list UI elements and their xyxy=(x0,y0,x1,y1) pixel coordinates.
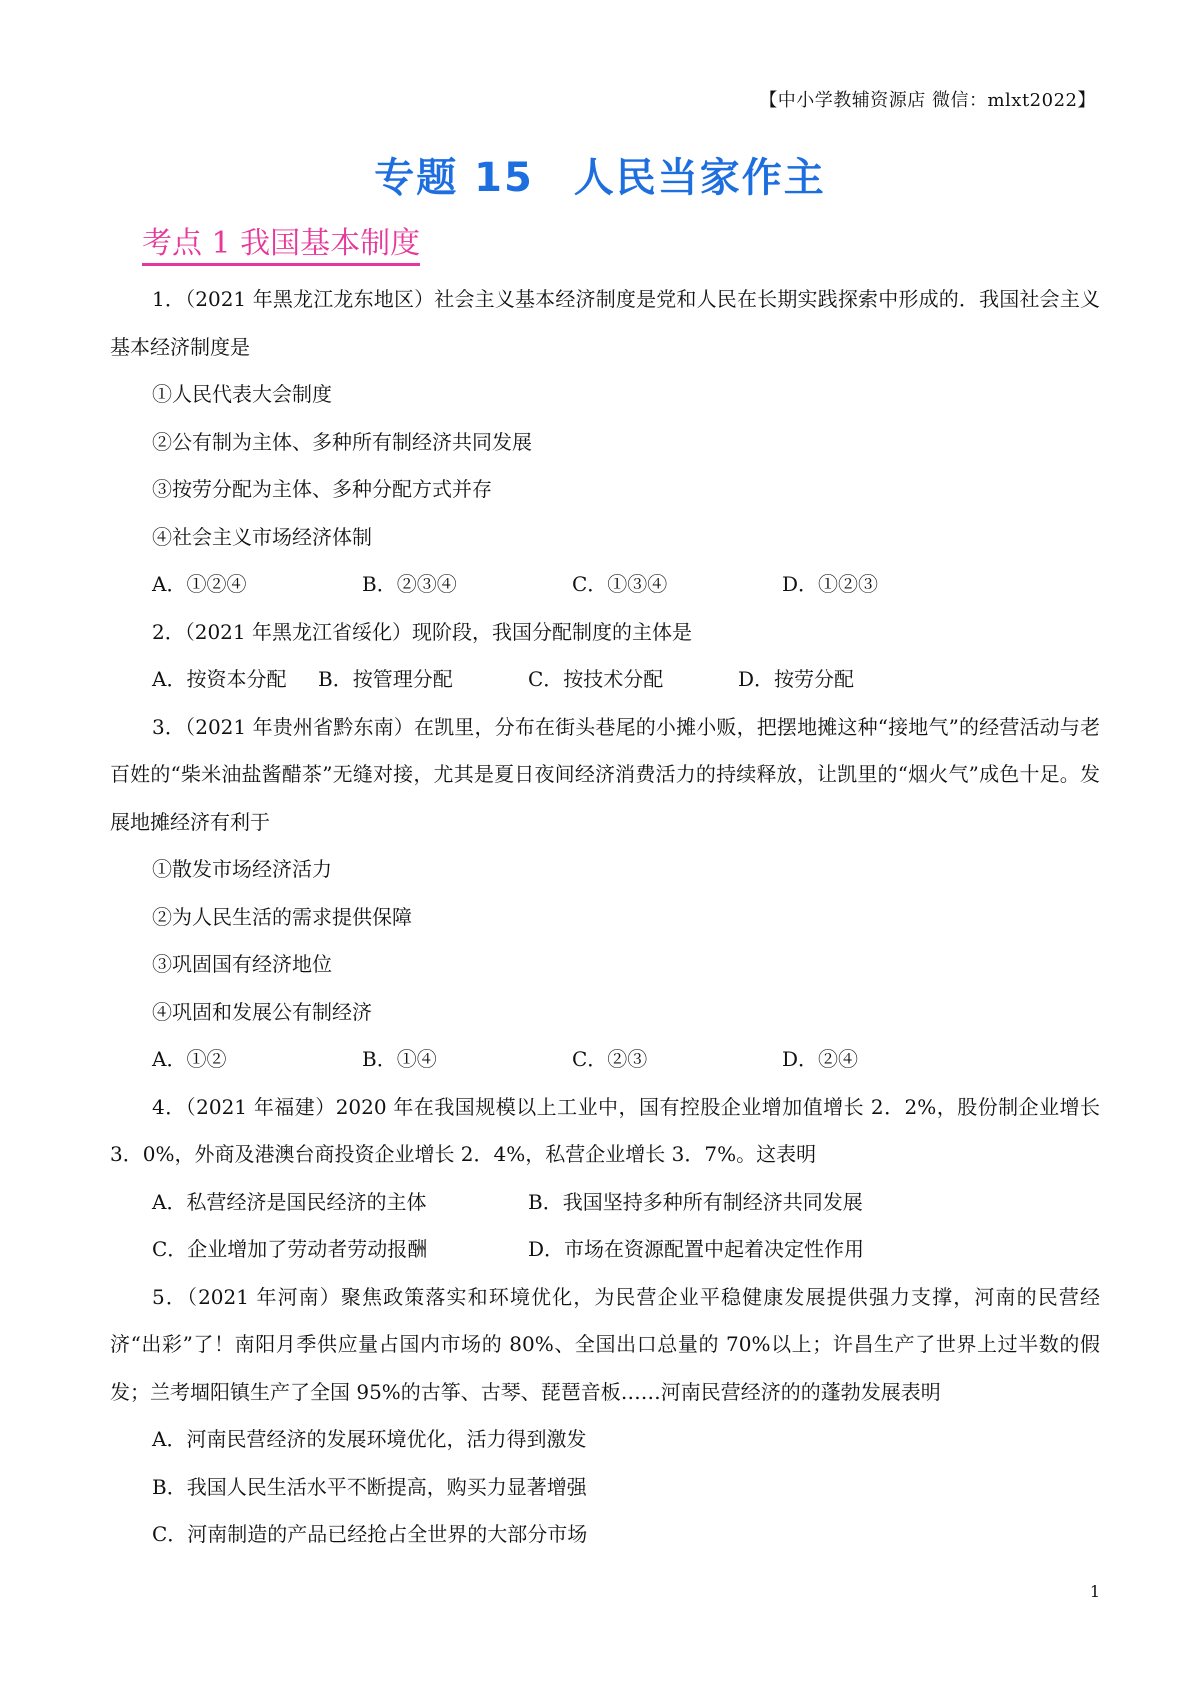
answer-options xyxy=(110,656,1100,704)
question-stem: 5．（2021 年河南）聚焦政策落实和环境优化，为民营企业平稳健康发展提供强力支撑，河南的民营经济“出彩”了！南阳月季供应量占国内市场的 80%、全国出口总量的 70%以上；许昌生产了世界上过半数的假发；兰考堌阳镇生产了全国 95%的古筝、古琴、琵琶音板……河南民营经济的的蓬勃发展表明 xyxy=(110,1284,1100,1404)
option-c: C．①③④ xyxy=(572,572,668,596)
statement-item: ②为人民生活的需求提供保障 xyxy=(152,904,412,929)
header-note: 【中小学教辅资源店 微信：mlxt2022】 xyxy=(759,90,1096,111)
page-number: 1 xyxy=(1089,1582,1100,1601)
question-stem: 3．（2021 年贵州省黔东南）在凯里，分布在街头巷尾的小摊小贩，把摆地摊这种“接地气”的经营活动与老百姓的“柴米油盐酱醋茶”无缝对接，尤其是夏日夜间经济消费活力的持续释放，让凯里的“烟火气”成色十足。发展地摊经济有利于 xyxy=(110,714,1100,834)
statement-item: ③按劳分配为主体、多种分配方式并存 xyxy=(152,477,492,501)
statement-item: ③巩固国有经济地位 xyxy=(152,952,332,976)
answer-options xyxy=(110,1226,1100,1274)
option-c: C．按技术分配 xyxy=(528,667,664,691)
title-topic-name: 人民当家作主 xyxy=(573,155,826,201)
option-a: A．①② xyxy=(152,1047,227,1071)
statement-item: ①散发市场经济活力 xyxy=(152,857,332,881)
option-b: B．我国坚持多种所有制经济共同发展 xyxy=(528,1189,863,1214)
option-c: C．河南制造的产品已经抢占全世界的大部分市场 xyxy=(152,1522,588,1546)
option-d: D．市场在资源配置中起着决定性作用 xyxy=(528,1237,865,1261)
option-c: C．企业增加了劳动者劳动报酬 xyxy=(152,1237,428,1261)
option-b: B．①④ xyxy=(362,1047,437,1071)
answer-options xyxy=(110,561,1100,609)
question-stem: 4．（2021 年福建）2020 年在我国规模以上工业中，国有控股企业增加值增长 2．2%，股份制企业增长 3．0%，外商及港澳台商投资企业增长 2．4%，私营企业增长 3．7%。这表明 xyxy=(110,1094,1100,1166)
answer-options xyxy=(110,1036,1100,1084)
statement-item: ①人民代表大会制度 xyxy=(152,382,332,406)
statement-item: ④巩固和发展公有制经济 xyxy=(152,999,372,1024)
question-list xyxy=(110,276,1100,1559)
page-title xyxy=(0,146,1200,203)
statement-item: ④社会主义市场经济体制 xyxy=(152,524,372,549)
question-stem: 2．（2021 年黑龙江省绥化）现阶段，我国分配制度的主体是 xyxy=(152,619,692,644)
statement-item: ②公有制为主体、多种所有制经济共同发展 xyxy=(152,429,532,454)
option-d: D．按劳分配 xyxy=(738,667,855,691)
question-stem: 1．（2021 年黑龙江龙东地区）社会主义基本经济制度是党和人民在长期实践探索中形成的．我国社会主义基本经济制度是 xyxy=(110,287,1100,359)
title-topic-number: 专题 15 xyxy=(374,155,534,201)
option-b: B．②③④ xyxy=(362,572,457,596)
option-a: A．按资本分配 xyxy=(152,667,287,691)
option-d: D．①②③ xyxy=(782,572,879,596)
answer-options xyxy=(110,1179,1100,1227)
option-a: A．①②④ xyxy=(152,572,247,596)
option-a: A．河南民营经济的发展环境优化，活力得到激发 xyxy=(152,1427,587,1451)
option-b: B．我国人民生活水平不断提高，购买力显著增强 xyxy=(152,1474,587,1499)
option-a: A．私营经济是国民经济的主体 xyxy=(152,1189,427,1214)
option-b: B．按管理分配 xyxy=(318,667,453,691)
option-d: D．②④ xyxy=(782,1047,859,1071)
section-heading xyxy=(142,218,420,262)
section-heading-text: 考点 1 我国基本制度 xyxy=(142,226,420,266)
option-c: C．②③ xyxy=(572,1047,648,1071)
